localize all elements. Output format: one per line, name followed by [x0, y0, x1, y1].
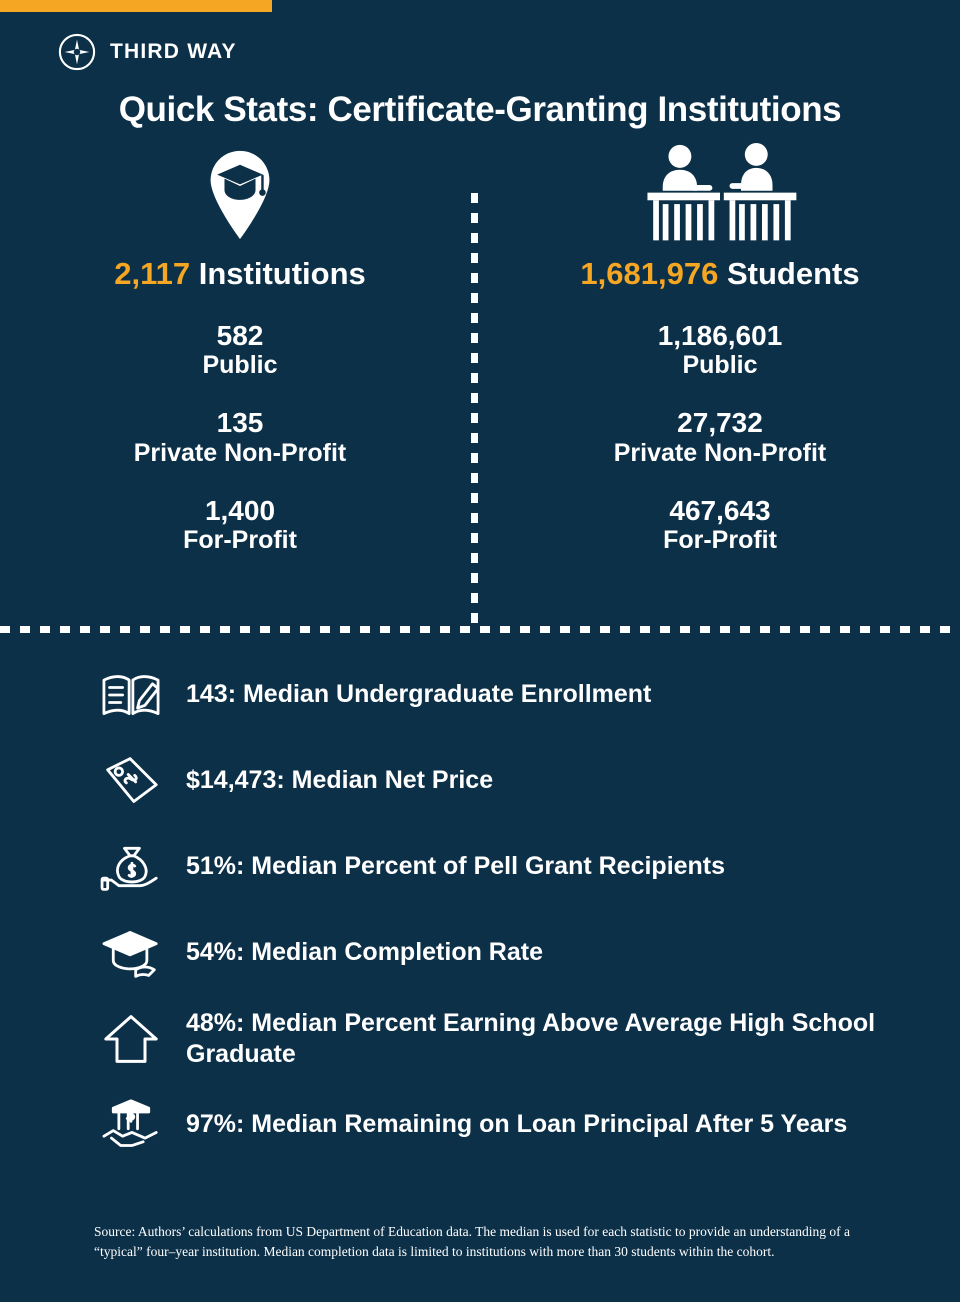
stats-columns	[0, 140, 960, 554]
stat-number: 467,643	[669, 494, 771, 526]
vertical-dotted-divider	[471, 193, 478, 625]
metric-label: 143: Median Undergraduate Enrollment	[186, 680, 652, 709]
institutions-stat-for-profit	[0, 495, 480, 554]
horizontal-dotted-divider	[0, 626, 960, 633]
students-column	[480, 140, 960, 554]
stat-label: For-Profit	[663, 526, 777, 555]
institutions-headline-number: 2,117	[114, 256, 191, 291]
up-arrow-icon	[92, 1004, 170, 1074]
stat-number: 1,400	[204, 494, 276, 526]
metric-row	[0, 738, 960, 824]
metric-row	[0, 1082, 960, 1168]
accent-top-bar	[0, 0, 272, 12]
bank-handshake-icon	[92, 1090, 170, 1160]
students-at-desks-icon	[480, 140, 960, 250]
stat-label: Public	[682, 351, 758, 380]
students-headline	[480, 256, 960, 292]
metric-row	[0, 910, 960, 996]
page-title: Quick Stats: Certificate-Granting Institutions	[118, 90, 842, 129]
stat-number: 1,186,601	[657, 320, 783, 351]
graduation-cap-pin-icon	[0, 140, 480, 250]
institutions-headline	[0, 256, 480, 292]
metric-label: 48%: Median Percent Earning Above Average High School Graduate	[186, 1008, 876, 1068]
institutions-headline-label: Institutions	[198, 256, 366, 291]
metric-label: $14,473: Median Net Price	[186, 766, 494, 795]
metric-row	[0, 652, 960, 738]
metric-label: 54%: Median Completion Rate	[186, 938, 543, 967]
stat-number: 27,732	[677, 407, 763, 439]
stat-number: 582	[216, 320, 264, 351]
students-headline-label: Students	[726, 256, 860, 291]
metric-label: 51%: Median Percent of Pell Grant Recipients	[186, 852, 726, 881]
metric-label: 97%: Median Remaining on Loan Principal After 5 Years	[186, 1110, 848, 1139]
institutions-column	[0, 140, 480, 554]
metrics-list	[0, 652, 960, 1168]
institutions-stat-private-nonprofit	[0, 407, 480, 466]
metric-row	[0, 824, 960, 910]
students-headline-number: 1,681,976	[580, 256, 719, 291]
students-stat-for-profit	[480, 495, 960, 554]
stat-label: Private Non-Profit	[133, 438, 347, 467]
students-stat-private-nonprofit	[480, 407, 960, 466]
students-stat-public	[480, 320, 960, 379]
brand-name: THIRD WAY	[110, 40, 237, 63]
source-note: Source: Authors’ calculations from US Department of Education data. The median is used for each statistic to provide an understanding of a “typical” four–year institution. Median completion data is limited to institutions with more than 30 students within the cohort.	[94, 1224, 851, 1259]
book-pencil-icon	[92, 660, 170, 730]
compass-star-icon	[58, 33, 96, 71]
stat-number: 135	[216, 407, 264, 439]
money-bag-hand-icon	[92, 832, 170, 902]
brand	[58, 33, 237, 71]
stat-label: For-Profit	[183, 526, 297, 555]
stat-label: Public	[202, 351, 278, 380]
price-tag-icon	[92, 746, 170, 816]
institutions-stat-public	[0, 320, 480, 379]
graduation-cap-diploma-icon	[92, 918, 170, 988]
stat-label: Private Non-Profit	[613, 438, 827, 467]
metric-row	[0, 996, 960, 1082]
